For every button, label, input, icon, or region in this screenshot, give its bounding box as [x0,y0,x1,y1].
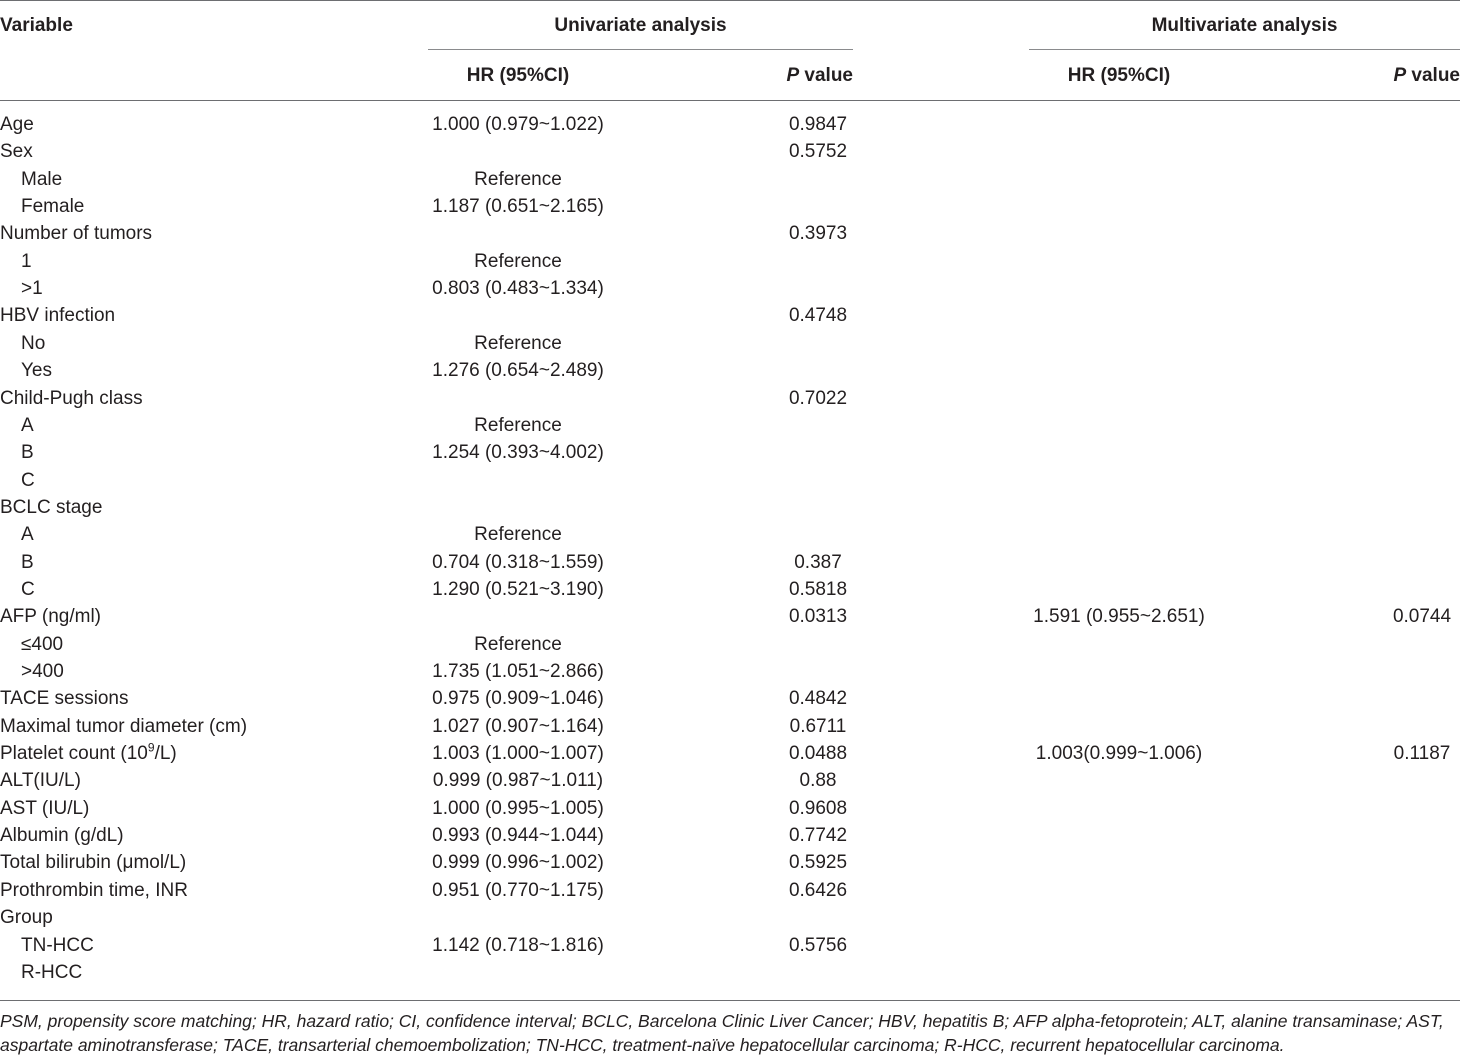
row-label-text: Total bilirubin (μmol/L) [0,852,187,874]
row-label [21,250,32,274]
row-label [21,168,62,192]
row-label [0,605,101,629]
multi-p-cell: 0.0744 [1392,606,1452,628]
uni-hr-cell: 1.142 (0.718~1.816) [432,934,604,956]
row-label [21,359,52,383]
uni-p-cell: 0.6711 [789,715,847,737]
uni-hr-cell: 1.276 (0.654~2.489) [432,360,604,382]
uni-hr-cell: Reference [474,168,562,190]
row-label-text: Male [21,168,63,190]
uni-p-cell: 0.7742 [788,825,848,847]
row-label-text: A [21,414,34,436]
row-label [0,687,128,711]
uni-hr-cell: 1.003 (1.000~1.007) [432,743,604,765]
row-label [0,769,81,793]
row-label-text: HBV infection [0,305,116,327]
header-multivariate: Multivariate analysis [1151,15,1338,36]
row-label-text: >1 [21,278,43,300]
multi-hr-cell: 1.591 (0.955~2.651) [1033,606,1205,628]
header-multi-p [1300,64,1460,88]
table-top-rule [0,0,1460,1]
uni-p-cell: 0.0313 [788,606,848,628]
row-label [0,879,188,903]
row-label [21,961,82,985]
multi-hr-cell: 1.003(0.999~1.006) [1035,743,1203,765]
uni-hr-cell: 1.027 (0.907~1.164) [432,715,604,737]
uni-hr-cell: 1.000 (0.995~1.005) [432,797,604,819]
header-multi-p-italic: P [1393,65,1407,86]
row-label [21,441,34,465]
header-univariate: Univariate analysis [554,15,727,36]
row-label [21,195,84,219]
row-label [21,332,45,356]
row-label-text: Child-Pugh class [0,387,143,409]
row-label [0,140,33,164]
row-label-text: ALT(IU/L) [0,770,81,792]
uni-hr-cell: Reference [474,414,562,436]
row-label [0,851,186,875]
uni-p-cell: 0.3973 [788,223,848,245]
header-variable: Variable [0,15,73,36]
row-label [0,742,177,766]
uni-p-cell: 0.0488 [788,743,848,765]
header-multi-hr: HR (95%CI) [1067,65,1171,86]
row-label [0,715,247,739]
uni-hr-cell: 0.999 (0.996~1.002) [432,852,604,874]
row-label-text: Yes [21,360,52,382]
row-label [0,906,53,930]
uni-hr-cell: 1.187 (0.651~2.165) [432,196,604,218]
row-label [21,578,35,602]
row-label-text: Group [0,907,53,929]
uni-p-cell: 0.5756 [788,934,848,956]
row-label-text: B [21,551,34,573]
uni-p-cell: 0.9608 [788,797,848,819]
row-label-suffix: /L) [154,743,177,765]
row-label-text: Platelet count (10 [0,743,148,765]
uni-p-cell: 0.4842 [788,688,848,710]
row-label-text: AST (IU/L) [0,797,90,819]
row-label-text: AFP (ng/ml) [0,606,102,628]
row-label [0,222,152,246]
row-label [21,934,94,958]
uni-p-cell: 0.5752 [788,141,848,163]
row-label-text: Female [21,196,85,218]
uni-hr-cell: 0.975 (0.909~1.046) [432,688,604,710]
row-label [21,523,34,547]
uni-p-cell: 0.387 [794,551,842,573]
row-label-text: B [21,442,34,464]
uni-p-cell: 0.88 [799,770,837,792]
uni-p-cell: 0.5818 [788,578,848,600]
uni-hr-cell: 1.000 (0.979~1.022) [432,114,604,135]
row-label [21,633,63,657]
row-label-text: Age [0,114,34,135]
uni-hr-cell: 1.735 (1.051~2.866) [432,661,604,682]
row-label [0,304,115,328]
row-label [21,277,43,301]
row-label-text: No [21,332,46,354]
row-label-text: Number of tumors [0,223,153,245]
row-label-text: C [21,469,35,491]
uni-hr-cell: 0.999 (0.987~1.011) [432,770,604,792]
header-bottom-rule [0,100,1460,101]
uni-p-cell: 0.9847 [788,114,848,135]
header-uni-p [700,64,853,88]
row-label-text: TN-HCC [21,934,94,956]
uni-hr-cell: Reference [474,250,562,272]
row-label-text: R-HCC [21,961,83,983]
row-label [0,496,102,520]
uni-p-cell: 0.6426 [788,879,848,901]
uni-hr-cell: 0.951 (0.770~1.175) [432,879,604,901]
uni-hr-cell: 0.704 (0.318~1.559) [432,551,604,573]
uni-p-cell: 0.4748 [788,305,848,327]
uni-p-cell: 0.5925 [788,852,848,874]
row-label-text: Albumin (g/dL) [0,825,124,847]
multi-p-cell: 0.1187 [1393,743,1451,765]
uni-hr-cell: Reference [474,633,562,655]
row-label-text: Prothrombin time, INR [0,879,188,901]
header-uni-p-rest: value [799,65,853,86]
row-label [0,797,89,821]
uni-hr-cell: 1.290 (0.521~3.190) [432,578,604,600]
row-label-text: C [21,578,35,600]
row-label-text: A [21,524,34,546]
row-label-superscript: 9 [147,740,155,755]
uni-hr-cell: 1.254 (0.393~4.002) [432,442,604,464]
row-label [21,660,64,684]
uni-p-cell: 0.7022 [788,387,848,409]
uni-hr-cell: 0.993 (0.944~1.044) [432,825,604,847]
row-label-text: TACE sessions [0,688,129,710]
row-label [21,414,34,438]
header-uni-p-italic: P [786,65,800,86]
row-label [0,824,124,848]
row-label-text: Sex [0,141,33,163]
row-label-text: 1 [21,250,32,272]
row-label-text: ≤400 [21,633,64,655]
uni-hr-cell: Reference [474,332,562,354]
row-label-text: >400 [21,661,64,682]
row-label-text: BCLC stage [0,496,103,518]
row-label-text: Maximal tumor diameter (cm) [0,715,248,737]
uni-hr-cell: Reference [474,524,562,546]
header-multi-p-rest: value [1406,65,1460,86]
univariate-underline [428,49,853,50]
table-footnote: PSM, propensity score matching; HR, hazard ratio; CI, confidence interval; BCLC, Barcelona Clinic Liver Cancer; HBV, hepatitis B; AFP alpha-fetoprotein; ALT, alanine transaminase; AST, aspartate aminotransferase; TACE, transarterial chemoembolization; TN-HCC, treatment-naïve hepatocellular carcinoma; R-HCC, recurrent hepatocellular carcinoma. [0,1011,1444,1055]
row-label [21,469,35,493]
row-label [21,551,34,575]
uni-hr-cell: 0.803 (0.483~1.334) [432,278,604,300]
row-label [0,113,34,137]
header-uni-hr: HR (95%CI) [466,65,570,86]
table-bottom-rule [0,1000,1460,1001]
multivariate-underline [1029,49,1460,50]
row-label [0,387,143,411]
